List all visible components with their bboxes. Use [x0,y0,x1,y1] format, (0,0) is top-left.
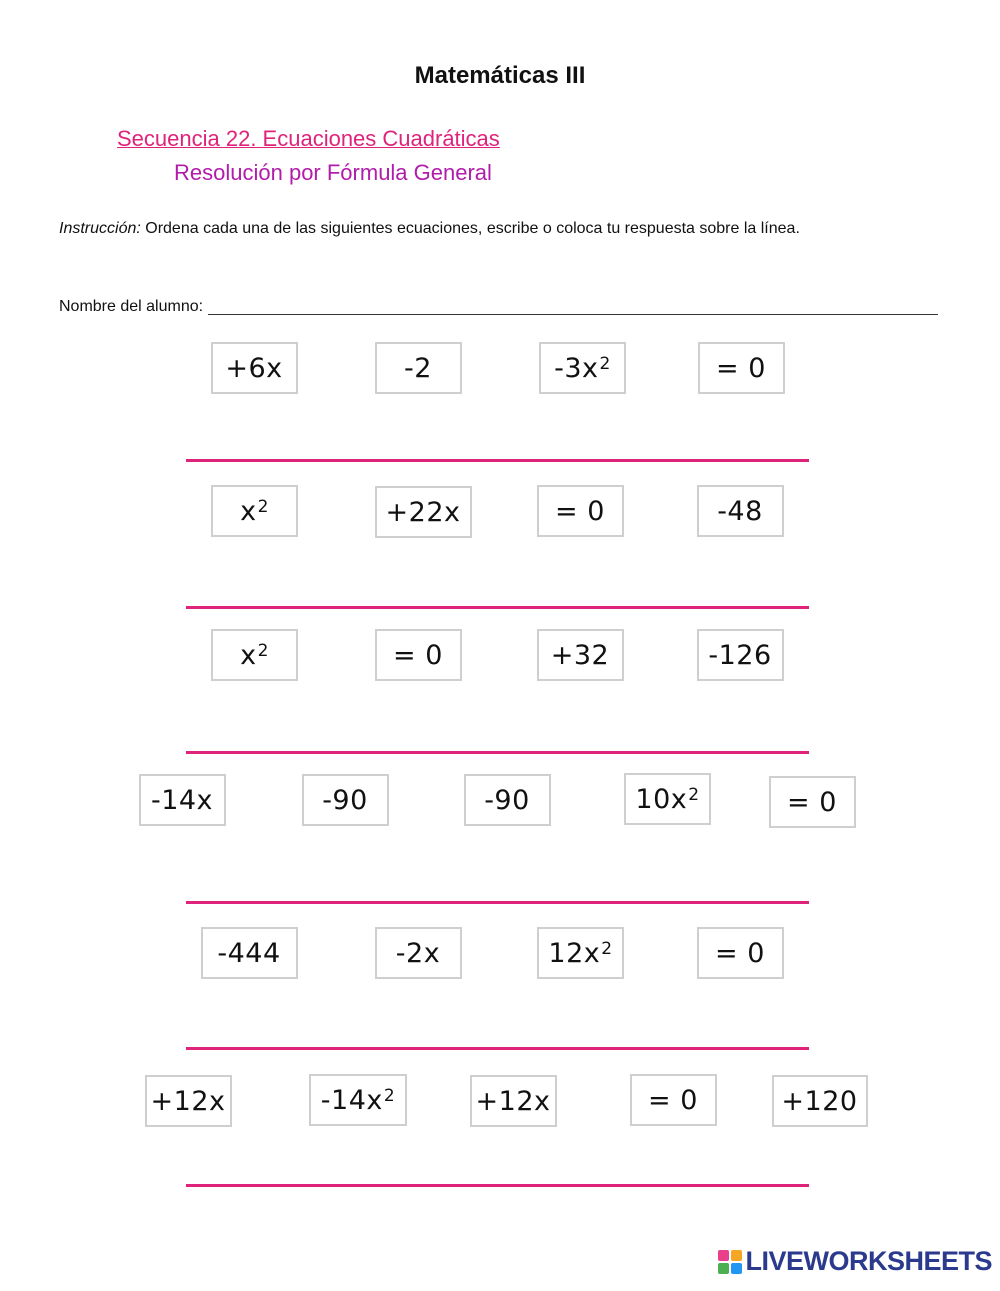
term-tile[interactable]: = 0 [630,1074,717,1126]
term-tile[interactable]: +22x [375,486,472,538]
term-tile[interactable]: +120 [772,1075,868,1127]
term-tile[interactable]: +32 [537,629,624,681]
liveworksheets-logo [718,1246,992,1277]
term-tile[interactable]: -48 [697,485,784,537]
method-subtitle: Resolución por Fórmula General [174,160,492,185]
term-tile[interactable]: -14x [139,774,226,826]
answer-line[interactable] [186,1184,809,1187]
term-tile[interactable]: x $^2$ [211,485,298,537]
answer-line[interactable] [186,751,809,754]
term-tile[interactable]: -2x [375,927,462,979]
term-tile[interactable]: x $^2$ [211,629,298,681]
liveworksheets-logo-icon [718,1250,742,1274]
term-tile[interactable]: +6x [211,342,298,394]
term-tile[interactable]: -444 [201,927,298,979]
student-name-line[interactable] [208,314,938,315]
instruction [59,220,800,238]
term-tile[interactable]: -126 [697,629,784,681]
term-tile[interactable]: = 0 [697,927,784,979]
term-tile[interactable]: +12x [470,1075,557,1127]
term-tile[interactable]: 12x $^2$ [537,927,624,979]
term-tile[interactable]: -90 [302,774,389,826]
instruction-label: Instrucción: [59,220,141,237]
term-tile[interactable]: -3x $^2$ [539,342,626,394]
logo-text: LIVEWORKSHEETS [745,1246,992,1276]
sequence-subtitle: Secuencia 22. Ecuaciones Cuadráticas [117,126,500,151]
term-tile[interactable]: = 0 [537,485,624,537]
term-tile[interactable]: -90 [464,774,551,826]
instruction-text: Ordena cada una de las siguientes ecuaciones, escribe o coloca tu respuesta sobre la línea. [140,220,800,237]
answer-line[interactable] [186,606,809,609]
term-tile[interactable]: 10x $^2$ [624,773,711,825]
term-tile[interactable]: = 0 [769,776,856,828]
student-name-label: Nombre del alumno: [59,298,204,315]
term-tile[interactable]: -14x $^2$ [309,1074,407,1126]
answer-line[interactable] [186,459,809,462]
term-tile[interactable]: = 0 [375,629,462,681]
term-tile[interactable]: = 0 [698,342,785,394]
term-tile[interactable]: +12x [145,1075,232,1127]
term-tile[interactable]: -2 [375,342,462,394]
answer-line[interactable] [186,1047,809,1050]
answer-line[interactable] [186,901,809,904]
page-title: Matemáticas III [414,62,586,89]
